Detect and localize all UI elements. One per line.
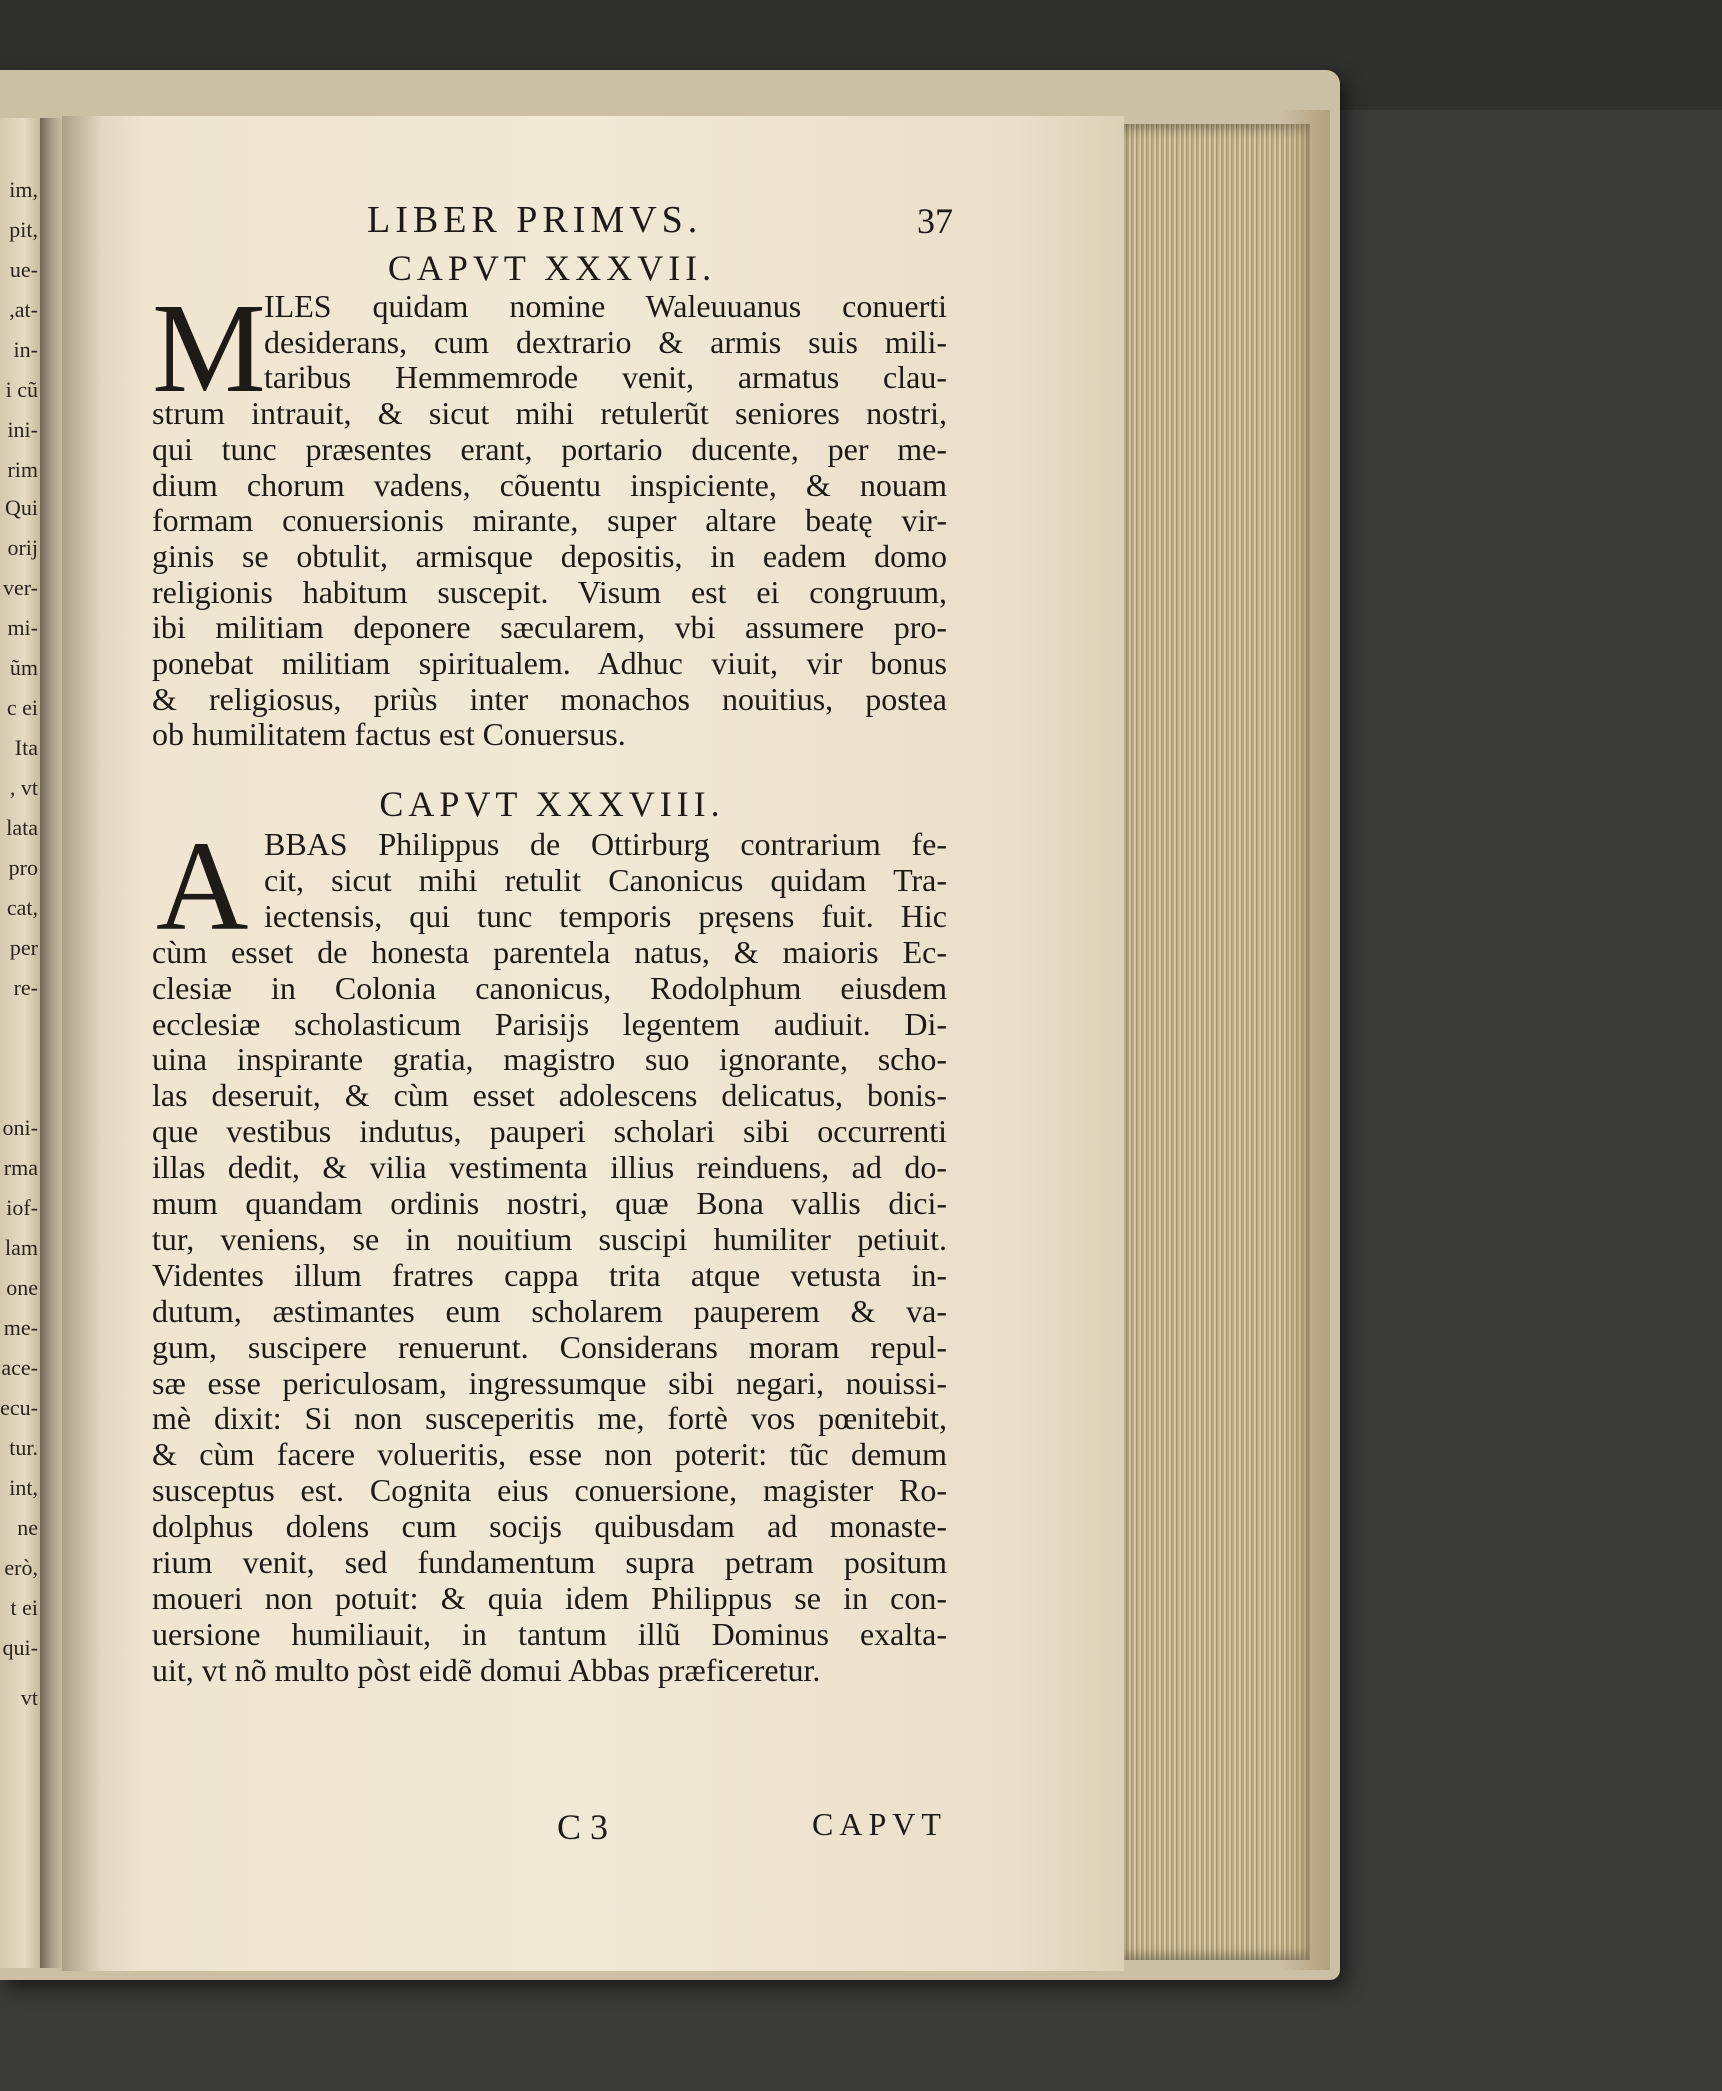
text-line: mum quandam ordinis nostri, quæ Bona vallis dici-	[152, 1185, 947, 1221]
text-line: uersione humiliauit, in tantum illũ Dominus exalta-	[152, 1615, 947, 1652]
text-line: cùm esset de honesta parentela natus, & maioris Ec-	[152, 933, 947, 970]
drop-cap: M	[152, 277, 266, 419]
text-line: ponebat militiam spiritualem. Adhuc viuit, vir bonus	[152, 645, 947, 681]
running-head	[152, 198, 952, 244]
text-line: sæ esse periculosam, ingressumque sibi negari, nouissi-	[152, 1364, 947, 1401]
running-title: LIBER PRIMVS.	[367, 199, 703, 241]
text-line: dutum, æstimantes eum scholarem pauperem & va-	[152, 1292, 947, 1329]
left-page-fragment: im,	[9, 177, 38, 202]
text-line: strum intrauit, & sicut mihi retulerũt seniores nostri,	[152, 395, 947, 432]
left-page-fragment: ũm	[9, 655, 38, 680]
text-line: iectensis, qui tunc temporis pręsens fuit. Hic	[264, 897, 947, 934]
left-page-fragment: oni-	[2, 1115, 38, 1140]
text-line: illas dedit, & vilia vestimenta illius reinduens, ad do-	[152, 1149, 947, 1186]
left-page-fragment: Ita	[14, 735, 38, 760]
left-page-fragment: ver-	[3, 575, 38, 600]
text-line: religionis habitum suscepit. Visum est ei congruum,	[152, 573, 947, 610]
left-page-fragment: lam	[5, 1235, 38, 1260]
left-page-fragment: iof-	[6, 1195, 38, 1220]
text-line: tur, veniens, se in nouitium suscipi humiliter petiuit.	[152, 1220, 947, 1257]
left-page-fragment: per	[9, 935, 38, 960]
left-page-fragment: mi-	[7, 615, 38, 640]
text-line: que vestibus indutus, pauperi scholari sibi occurrenti	[152, 1113, 947, 1150]
left-page-fragment: rim	[7, 457, 38, 482]
page-edges-shade	[1280, 110, 1330, 1970]
left-page-fragment: ne	[17, 1515, 38, 1540]
left-page-fragment: me-	[3, 1315, 38, 1340]
left-page-text-fragments	[0, 118, 40, 1968]
left-page-fragment: ace-	[1, 1355, 38, 1380]
left-page-fragment: orij	[7, 535, 38, 560]
text-line: desiderans, cum dextrario & armis suis mili-	[264, 323, 947, 360]
text-line: ob humilitatem factus est Conuersus.	[152, 716, 626, 753]
left-page-fragment: Qui	[5, 495, 38, 520]
text-line: & cùm facere volueritis, esse non poterit: tũc demum	[152, 1436, 947, 1473]
left-page-fragment: rma	[3, 1155, 38, 1180]
text-line: & religiosus, priùs inter monachos nouitius, postea	[152, 680, 947, 717]
left-page-fragment: pit,	[9, 217, 38, 242]
chapter-heading: CAPVT XXXVII.	[387, 248, 717, 288]
left-page-fragment: qui-	[2, 1635, 38, 1660]
left-page-fragment: , vt	[9, 775, 38, 800]
fold-shadow	[62, 116, 102, 1971]
catchword: CAPVT	[812, 1806, 947, 1842]
left-page-fragment: re-	[13, 975, 38, 1000]
text-line: ILES quidam nomine Waleuuanus conuerti	[264, 288, 947, 324]
text-line: dium chorum vadens, cõuentu inspiciente, & nouam	[152, 466, 947, 503]
text-line: taribus Hemmemrode venit, armatus clau-	[264, 359, 947, 396]
chapter-heading: CAPVT XXXVIII.	[379, 784, 725, 824]
left-page-fragment: int,	[9, 1475, 38, 1500]
text-block	[152, 116, 952, 1971]
text-line: cit, sicut mihi retulit Canonicus quidam Tra-	[264, 861, 947, 898]
left-page-fragment: vt	[20, 1685, 38, 1710]
right-page	[62, 116, 1124, 1971]
left-page-fragment: i cũ	[5, 377, 38, 402]
text-line: uit, vt nõ multo pòst eidẽ domui Abbas præficeretur.	[152, 1651, 821, 1688]
left-page-fragment: cat,	[6, 895, 38, 920]
text-line: mè dixit: Si non susceperitis me, fortè vos pœnitebit,	[152, 1400, 947, 1437]
text-line: moueri non potuit: & quia idem Philippus se in con-	[152, 1579, 947, 1616]
text-line: BBAS Philippus de Ottirburg contrarium fe-	[264, 826, 947, 862]
left-page-fragment: t ei	[10, 1595, 38, 1620]
text-line: uina inspirante gratia, magistro suo ignorante, scho-	[152, 1041, 947, 1078]
text-line: clesiæ in Colonia canonicus, Rodolphum eiusdem	[152, 969, 947, 1006]
left-page-fragment: in-	[13, 337, 38, 362]
text-line: ibi militiam deponere sæcularem, vbi assumere pro-	[152, 609, 947, 646]
text-line: gum, suscipere renuerunt. Considerans moram repul-	[152, 1328, 947, 1365]
left-page-fragment: erò,	[4, 1555, 38, 1580]
text-line: susceptus est. Cognita eius conuersione, magister Ro-	[152, 1472, 947, 1509]
left-page-fragment: pro	[8, 855, 38, 880]
signature-mark: C 3	[557, 1807, 609, 1847]
text-line: rium venit, sed fundamentum supra petram positum	[152, 1544, 947, 1580]
left-page-fragment: c ei	[6, 695, 38, 720]
text-line: formam conuersionis mirante, super altare beatę vir-	[152, 502, 947, 539]
left-page-fragment: one	[6, 1275, 38, 1300]
text-line: ginis se obtulit, armisque depositis, in eadem domo	[152, 537, 947, 574]
left-page-fragment: ,at-	[9, 297, 38, 322]
folio-number: 37	[917, 201, 953, 241]
text-line: Videntes illum fratres cappa trita atque vetusta in-	[152, 1256, 947, 1293]
text-line: qui tunc præsentes erant, portario ducente, per me-	[152, 430, 947, 467]
left-page-fragment: ue-	[9, 257, 38, 282]
left-page-fragment: ecu-	[0, 1395, 38, 1420]
text-line: dolphus dolens cum socijs quibusdam ad monaste-	[152, 1508, 947, 1545]
left-page-fragment: lata	[6, 815, 38, 840]
left-page-edge	[0, 118, 40, 1968]
left-page-fragment: tur.	[9, 1435, 38, 1460]
drop-cap: A	[156, 815, 249, 957]
text-line: ecclesiæ scholasticum Parisijs legentem audiuit. Di-	[152, 1005, 947, 1042]
text-line: las deseruit, & cùm esset adolescens delicatus, bonis-	[152, 1077, 947, 1114]
left-page-fragment: ini-	[7, 417, 38, 442]
